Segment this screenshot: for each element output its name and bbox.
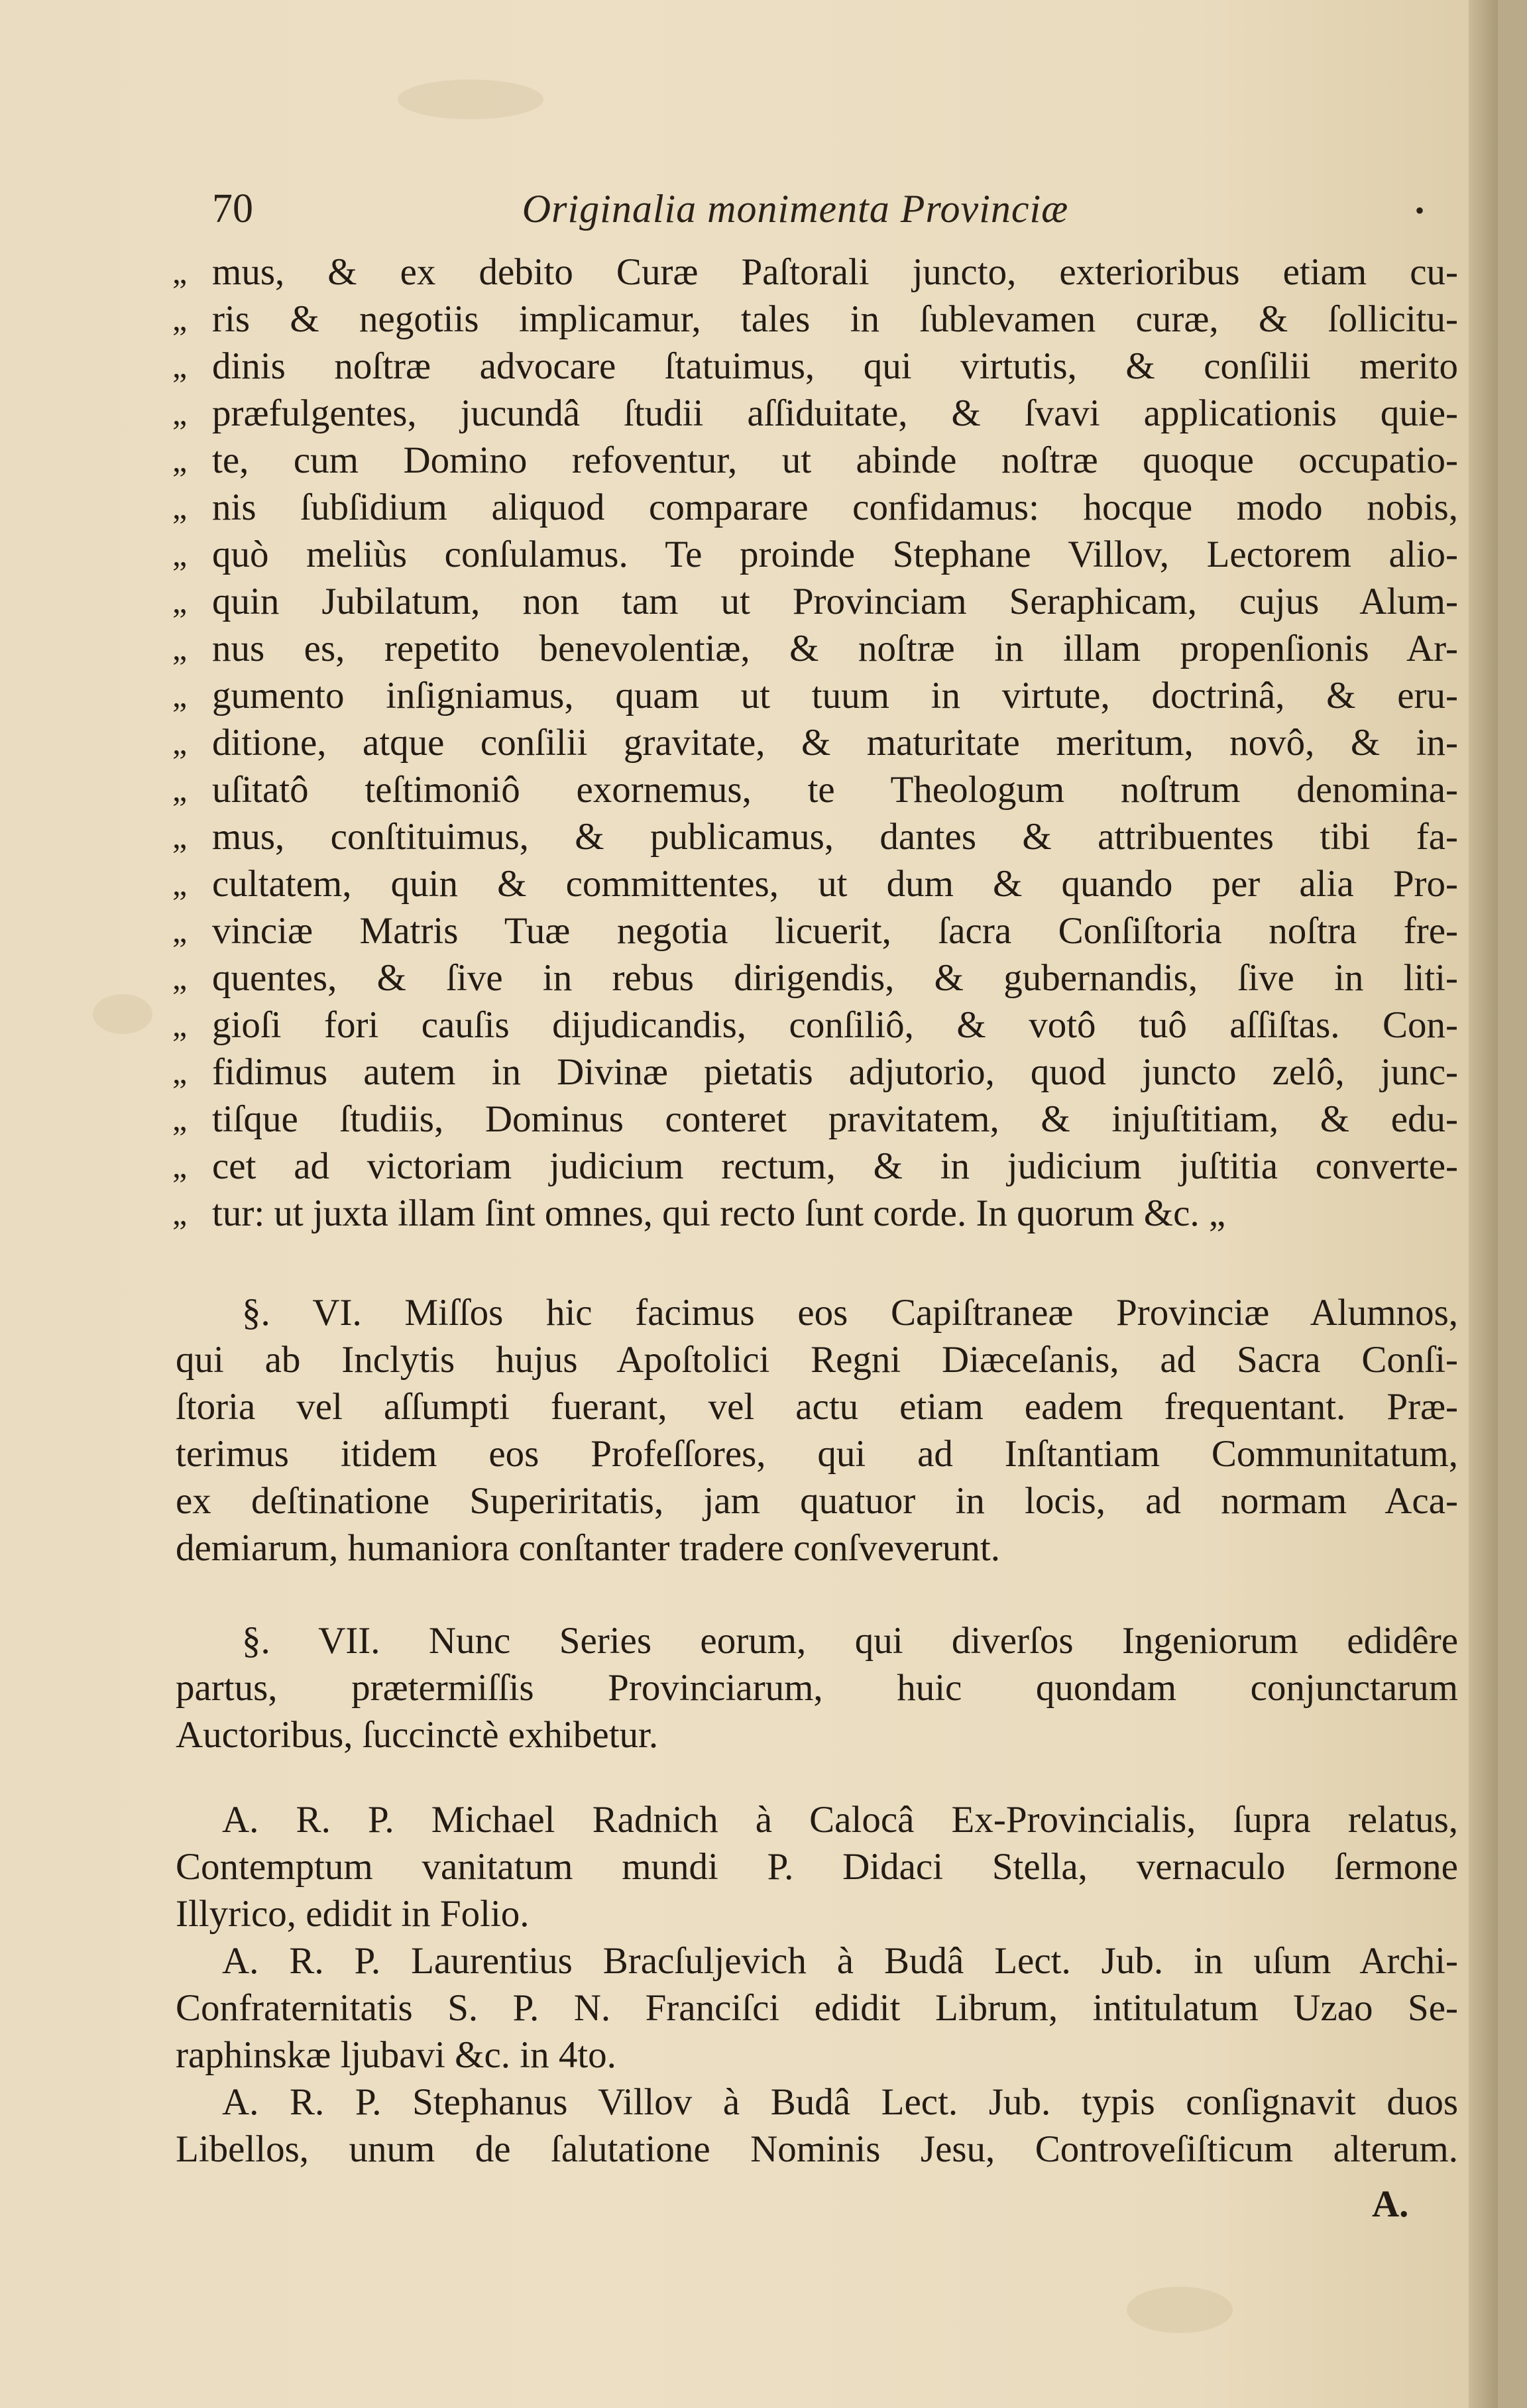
- text-line: „ uſitatô teſtimoniô exornemus, te Theologum noſtrum denomina-: [136, 766, 1458, 813]
- text-line: „ te, cum Domino refoventur, ut abinde noſtræ quoque occupatio-: [136, 437, 1458, 484]
- bibliography-entry: [136, 2079, 1458, 2173]
- text-line: „ gioſi fori cauſis dijudicandis, conſiliô, & votô tuô aſſiſtas. Con-: [136, 1002, 1458, 1049]
- text-line: ex deſtinatione Superiritatis, jam quatuor in locis, ad normam Aca-: [176, 1480, 1458, 1522]
- bibliography-entry: [136, 1937, 1458, 2079]
- page-header: [212, 179, 1471, 239]
- text-line: „ mus, & ex debito Curæ Paſtorali juncto, exterioribus etiam cu-: [136, 249, 1458, 296]
- quote-mark: „: [172, 865, 188, 902]
- text-line: §. VII. Nunc Series eorum, qui diverſos Ingeniorum edidêre: [242, 1620, 1458, 1662]
- text-line: „ nis ſubſidium aliquod comparare confidamus: hocque modo nobis,: [136, 484, 1458, 531]
- quote-mark: „: [172, 488, 188, 526]
- text-line: „ dinis noſtræ advocare ſtatuimus, qui virtutis, & conſilii merito: [136, 343, 1458, 390]
- quote-mark: „: [172, 677, 188, 714]
- text-line: Confraternitatis S. P. N. Franciſci edidit Librum, intitulatum Uzao Se-: [176, 1987, 1458, 2029]
- text-line: „ vinciæ Matris Tuæ negotia licuerit, ſacra Conſiſtoria noſtra fre-: [136, 907, 1458, 954]
- text-line: „ quin Jubilatum, non tam ut Provinciam Seraphicam, cujus Alum-: [136, 578, 1458, 625]
- text-line: terimus itidem eos Profeſſores, qui ad Inſtantiam Communitatum,: [176, 1433, 1458, 1475]
- text-line: „ nus es, repetito benevolentiæ, & noſtræ in illam propenſionis Ar-: [136, 625, 1458, 672]
- catchword: A.: [1372, 2183, 1409, 2225]
- quote-mark: „: [172, 1100, 188, 1137]
- quote-mark: „: [172, 771, 188, 808]
- paper-stain: [398, 80, 543, 119]
- text-line: Contemptum vanitatum mundi P. Didaci Stella, vernaculo ſermone: [176, 1846, 1458, 1888]
- quote-mark: „: [172, 630, 188, 667]
- text-line: „ gumento inſigniamus, quam ut tuum in virtute, doctrinâ, & eru-: [136, 672, 1458, 719]
- text-line: A. R. P. Stephanus Villov à Budâ Lect. Jub. typis conſignavit duos: [222, 2081, 1458, 2123]
- quote-mark: „: [172, 912, 188, 949]
- text-line: „ præfulgentes, jucundâ ſtudii aſſiduitate, & ſvavi applicationis quie-: [136, 390, 1458, 437]
- text-line: „ cultatem, quin & committentes, ut dum & quando per alia Pro-: [136, 860, 1458, 907]
- text-line: A. R. P. Michael Radnich à Calocâ Ex-Provincialis, ſupra relatus,: [222, 1799, 1458, 1841]
- quote-mark: „: [172, 1194, 188, 1232]
- text-line: „ ris & negotiis implicamur, tales in ſublevamen curæ, & ſollicitu-: [136, 296, 1458, 343]
- paper-stain: [1127, 2287, 1233, 2333]
- running-title: Originalia monimenta Provinciæ: [522, 187, 1069, 231]
- quote-mark: „: [172, 1006, 188, 1043]
- quote-mark: „: [172, 394, 188, 431]
- page-gutter-edge: [1469, 0, 1498, 2408]
- quoted-letter: [136, 249, 1458, 1237]
- text-line: raphinskæ ljubavi &c. in 4to.: [176, 2034, 616, 2076]
- text-line: A. R. P. Laurentius Bracſuljevich à Budâ Lect. Jub. in uſum Archi-: [222, 1940, 1458, 1982]
- quote-mark: „: [172, 536, 188, 573]
- quote-mark: „: [172, 818, 188, 855]
- bibliography-entry: [136, 1796, 1458, 1937]
- text-line: ſtoria vel aſſumpti fuerant, vel actu etiam eadem frequentant. Præ-: [176, 1386, 1458, 1428]
- text-line: „ tiſque ſtudiis, Dominus conteret pravitatem, & injuſtitiam, & edu-: [136, 1096, 1458, 1143]
- text-line: „ cet ad victoriam judicium rectum, & in judicium juſtitia converte-: [136, 1143, 1458, 1190]
- quote-mark: „: [172, 441, 188, 479]
- quote-mark: „: [172, 724, 188, 761]
- text-line: Auctoribus, ſuccinctè exhibetur.: [176, 1714, 659, 1756]
- quote-mark: „: [172, 253, 188, 290]
- text-line: „ tur: ut juxta illam ſint omnes, qui recto ſunt corde. In quorum &c. „: [136, 1190, 1458, 1237]
- text-line: „ ditione, atque conſilii gravitate, & maturitate meritum, novô, & in-: [136, 719, 1458, 766]
- text-line: „ quentes, & ſive in rebus dirigendis, & gubernandis, ſive in liti-: [136, 954, 1458, 1002]
- text-line: §. VI. Miſſos hic facimus eos Capiſtraneæ Provinciæ Alumnos,: [242, 1292, 1458, 1334]
- text-line: partus, prætermiſſis Provinciarum, huic quondam conjunctarum: [176, 1667, 1458, 1709]
- text-line: „ mus, conſtituimus, & publicamus, dantes & attribuentes tibi fa-: [136, 813, 1458, 860]
- quote-mark: „: [172, 1147, 188, 1184]
- section-vi: [136, 1289, 1458, 1572]
- quote-mark: „: [172, 1053, 188, 1090]
- quote-mark: „: [172, 347, 188, 384]
- text-line: qui ab Inclytis hujus Apoſtolici Regni Diæceſanis, ad Sacra Conſi-: [176, 1339, 1458, 1381]
- quote-mark: „: [172, 300, 188, 337]
- text-line: „ fidimus autem in Divinæ pietatis adjutorio, quod juncto zelô, junc-: [136, 1049, 1458, 1096]
- section-vii: [136, 1617, 1458, 1758]
- header-ornament: •: [1415, 196, 1425, 225]
- text-line: „ quò meliùs conſulamus. Te proinde Stephane Villov, Lectorem alio-: [136, 531, 1458, 578]
- page-number: 70: [212, 186, 253, 231]
- quote-mark: „: [172, 959, 188, 996]
- text-line: demiarum, humaniora conſtanter tradere conſveverunt.: [176, 1527, 1000, 1569]
- text-line: Illyrico, edidit in Folio.: [176, 1893, 530, 1935]
- quote-mark: „: [172, 583, 188, 620]
- text-line: Libellos, unum de ſalutatione Nominis Jesu, Controveſiſticum alterum.: [176, 2128, 1458, 2170]
